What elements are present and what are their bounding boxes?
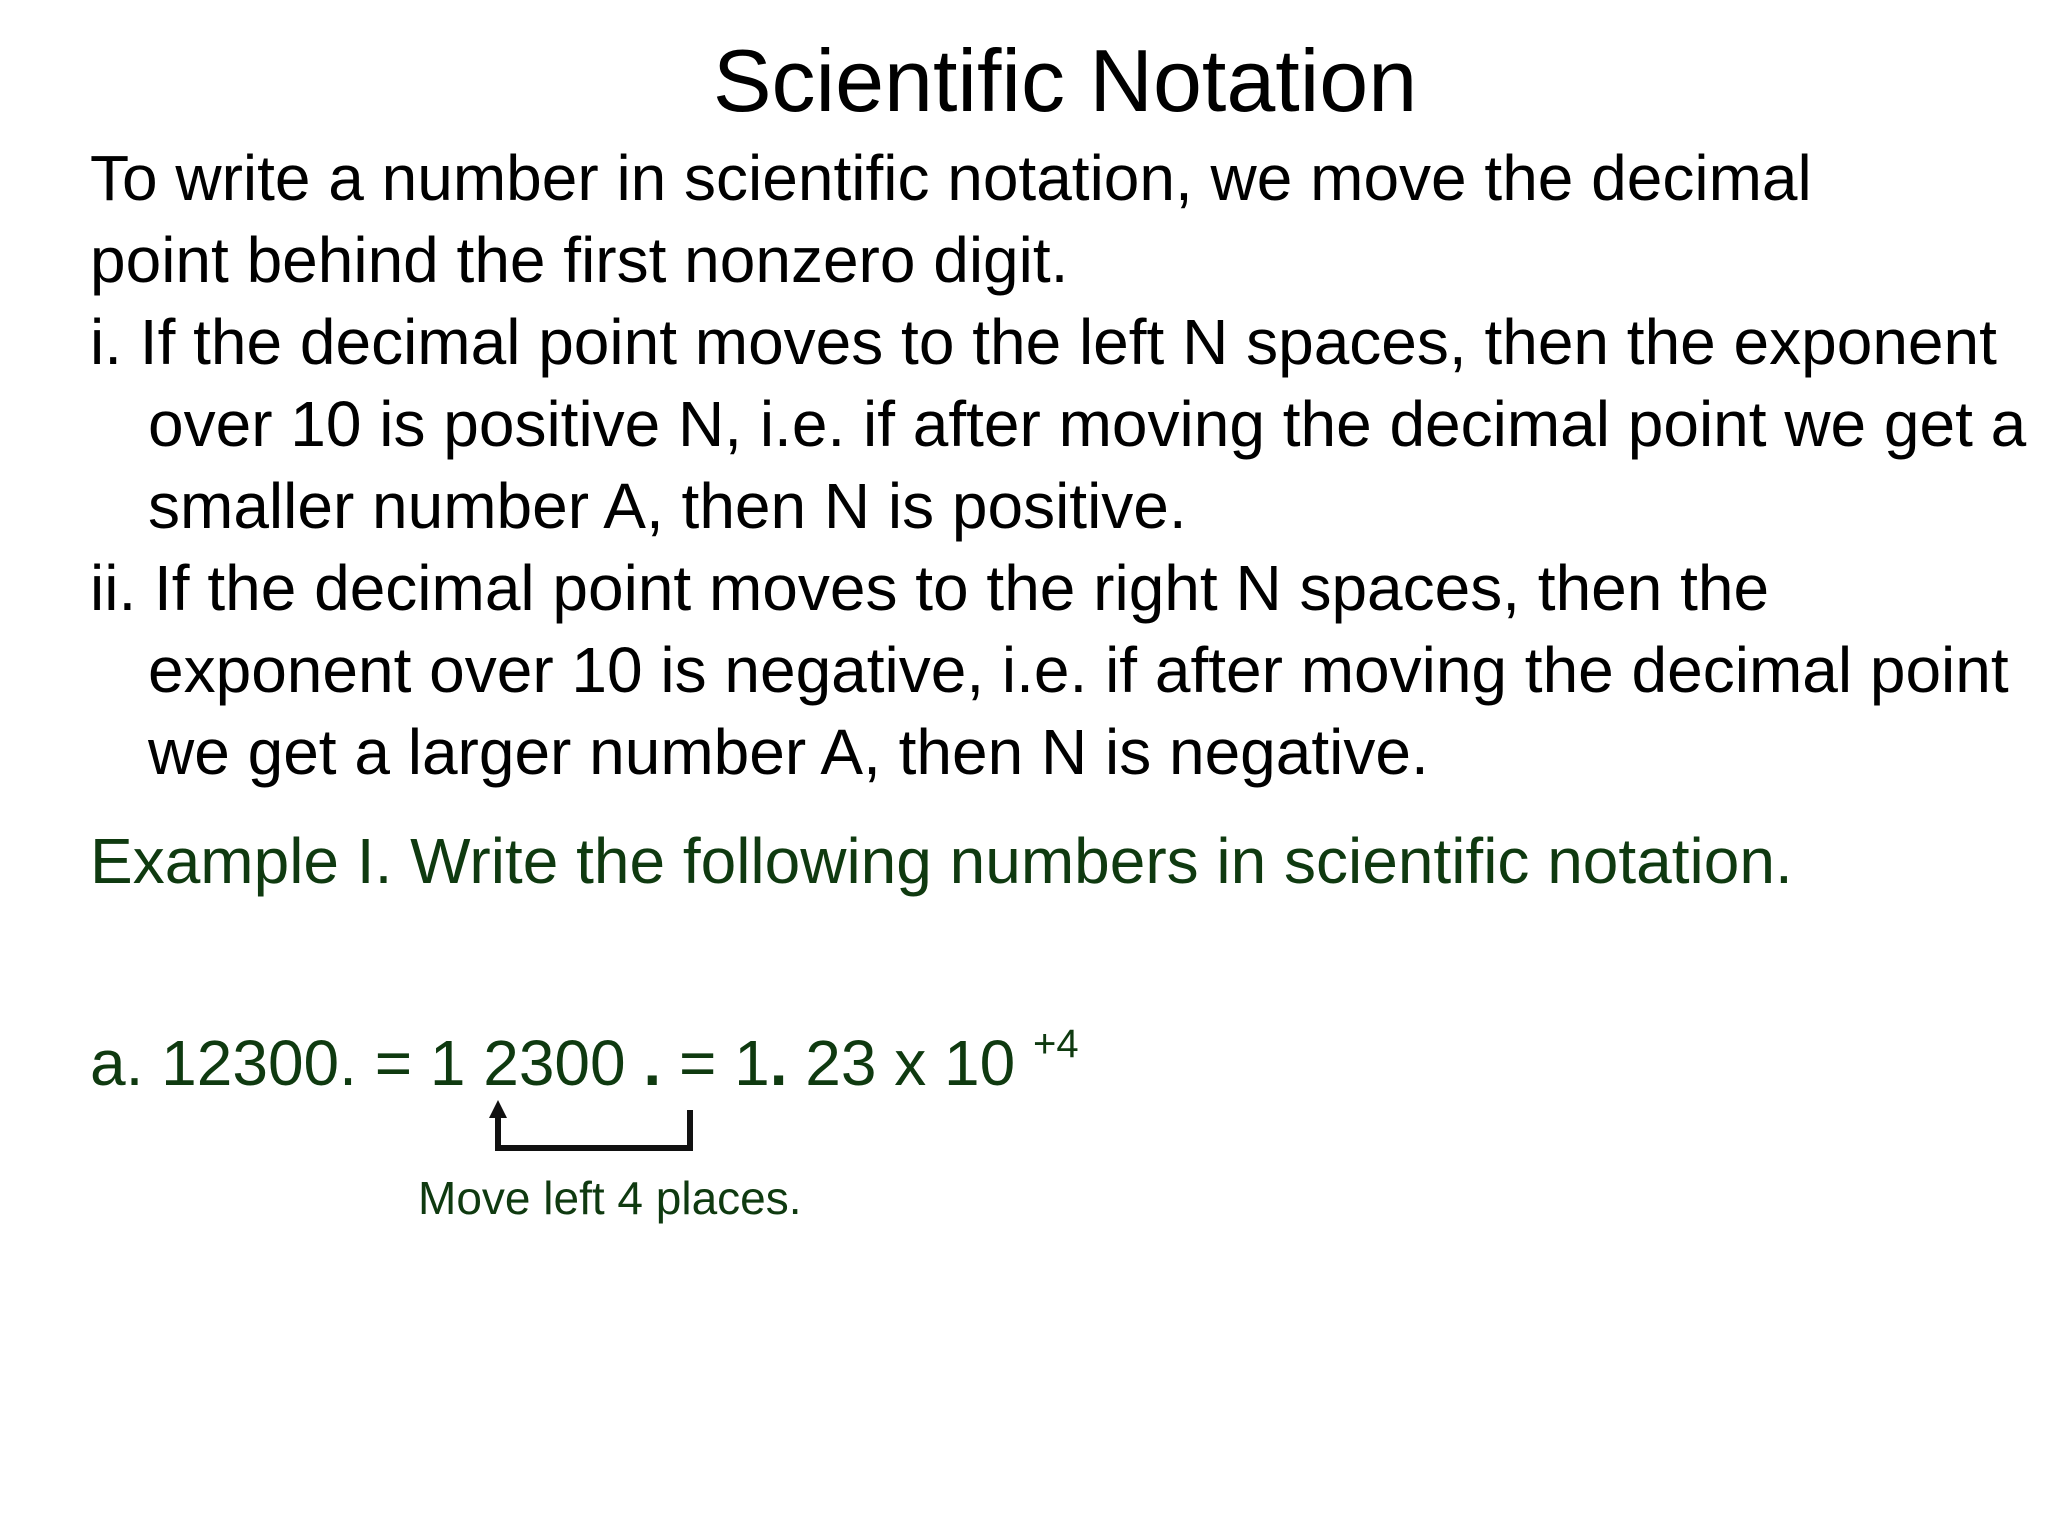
example-a-part2: = 1 (661, 1027, 770, 1099)
example-a-part3: 23 x 10 (787, 1027, 1033, 1099)
intro-line-2: point behind the first nonzero digit. (90, 224, 1069, 296)
rule-ii: ii. If the decimal point moves to the right N spaces, then the exponent over 10 is negative, i.e. if after moving the decimal point we get a larger number A, then N is negative. (90, 552, 2009, 788)
move-left-arrow-icon (480, 1098, 700, 1158)
slide-title: Scientific Notation (712, 31, 1418, 130)
example-a-part1: a. 12300. = 1 2300 (90, 1027, 644, 1099)
exponent: +4 (1032, 1022, 1079, 1066)
rule-i: i. If the decimal point moves to the left N spaces, then the exponent over 10 is positive N, i.e. if after moving the decimal point we get a smaller number A, then N is positive. (90, 306, 2027, 542)
example-heading: Example I. Write the following numbers in scientific notation. (90, 825, 1793, 897)
arrow-caption: Move left 4 places. (418, 1172, 802, 1224)
intro-line-1: To write a number in scientific notation, we move the decimal (90, 142, 1812, 214)
decimal-point-new: . (769, 1027, 788, 1099)
explanation-text (90, 137, 2030, 793)
decimal-point-original: . (643, 1027, 662, 1099)
